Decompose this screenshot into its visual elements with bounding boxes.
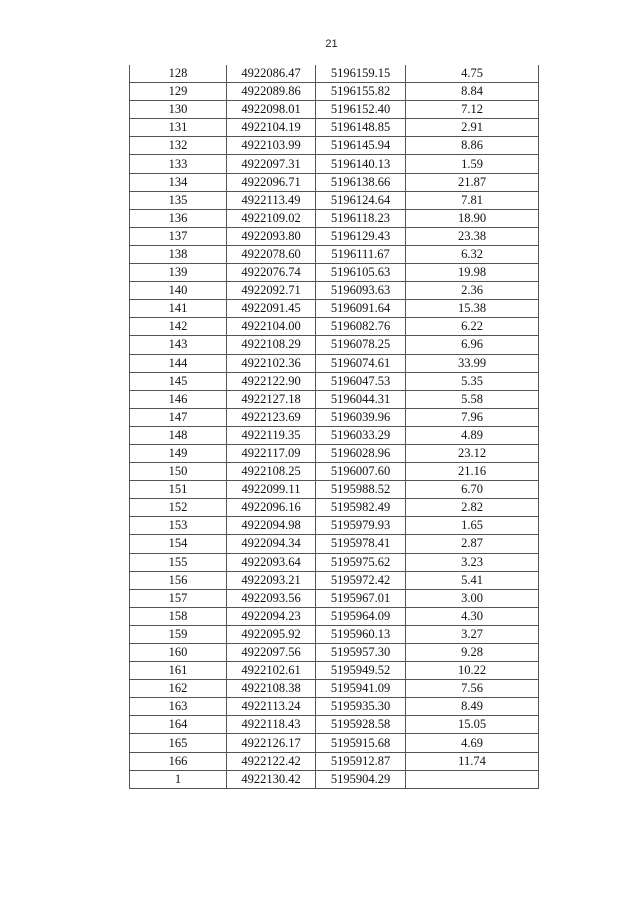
y-coordinate-cell: 5196007.60: [316, 463, 406, 481]
distance-cell: 23.38: [406, 227, 539, 245]
point-number-cell: 144: [130, 354, 227, 372]
table-row: [130, 137, 539, 155]
point-number-cell: 155: [130, 553, 227, 571]
table-row: [130, 227, 539, 245]
distance-cell: 33.99: [406, 354, 539, 372]
y-coordinate-cell: 5196118.23: [316, 209, 406, 227]
point-number-cell: 136: [130, 209, 227, 227]
point-number-cell: 158: [130, 607, 227, 625]
distance-cell: 21.16: [406, 463, 539, 481]
table-row: [130, 300, 539, 318]
distance-cell: 5.41: [406, 571, 539, 589]
x-coordinate-cell: 4922126.17: [227, 734, 316, 752]
point-number-cell: 157: [130, 589, 227, 607]
distance-cell: 8.49: [406, 698, 539, 716]
y-coordinate-cell: 5195912.87: [316, 752, 406, 770]
point-number-cell: 130: [130, 101, 227, 119]
table-row: [130, 571, 539, 589]
page-number: 21: [325, 38, 338, 50]
table-row: [130, 282, 539, 300]
table-row: [130, 535, 539, 553]
distance-cell: 18.90: [406, 209, 539, 227]
x-coordinate-cell: 4922118.43: [227, 716, 316, 734]
distance-cell: 8.86: [406, 137, 539, 155]
point-number-cell: 142: [130, 318, 227, 336]
x-coordinate-cell: 4922089.86: [227, 83, 316, 101]
y-coordinate-cell: 5195949.52: [316, 662, 406, 680]
point-number-cell: 1: [130, 770, 227, 788]
y-coordinate-cell: 5196039.96: [316, 408, 406, 426]
y-coordinate-cell: 5195915.68: [316, 734, 406, 752]
distance-cell: 7.12: [406, 101, 539, 119]
table-row: [130, 65, 539, 83]
y-coordinate-cell: 5196159.15: [316, 65, 406, 83]
table-row: [130, 209, 539, 227]
point-number-cell: 151: [130, 481, 227, 499]
y-coordinate-cell: 5196093.63: [316, 282, 406, 300]
distance-cell: 10.22: [406, 662, 539, 680]
y-coordinate-cell: 5196124.64: [316, 191, 406, 209]
x-coordinate-cell: 4922098.01: [227, 101, 316, 119]
x-coordinate-cell: 4922108.38: [227, 680, 316, 698]
table-row: [130, 734, 539, 752]
distance-cell: 3.23: [406, 553, 539, 571]
y-coordinate-cell: 5196140.13: [316, 155, 406, 173]
x-coordinate-cell: 4922086.47: [227, 65, 316, 83]
x-coordinate-cell: 4922094.34: [227, 535, 316, 553]
point-number-cell: 164: [130, 716, 227, 734]
table-row: [130, 463, 539, 481]
x-coordinate-cell: 4922104.19: [227, 119, 316, 137]
y-coordinate-cell: 5196091.64: [316, 300, 406, 318]
x-coordinate-cell: 4922093.80: [227, 227, 316, 245]
distance-cell: 15.38: [406, 300, 539, 318]
table-row: [130, 499, 539, 517]
table-row: [130, 770, 539, 788]
coordinates-table: [129, 65, 539, 789]
table-row: [130, 408, 539, 426]
x-coordinate-cell: 4922103.99: [227, 137, 316, 155]
distance-cell: 4.30: [406, 607, 539, 625]
y-coordinate-cell: 5196138.66: [316, 173, 406, 191]
y-coordinate-cell: 5195928.58: [316, 716, 406, 734]
x-coordinate-cell: 4922102.36: [227, 354, 316, 372]
table-row: [130, 553, 539, 571]
table-row: [130, 716, 539, 734]
distance-cell: 6.96: [406, 336, 539, 354]
table-row: [130, 191, 539, 209]
table-row: [130, 101, 539, 119]
distance-cell: 5.58: [406, 390, 539, 408]
table-row: [130, 481, 539, 499]
distance-cell: 8.84: [406, 83, 539, 101]
point-number-cell: 129: [130, 83, 227, 101]
y-coordinate-cell: 5195979.93: [316, 517, 406, 535]
distance-cell: 1.65: [406, 517, 539, 535]
x-coordinate-cell: 4922096.16: [227, 499, 316, 517]
point-number-cell: 133: [130, 155, 227, 173]
point-number-cell: 141: [130, 300, 227, 318]
distance-cell: 1.59: [406, 155, 539, 173]
distance-cell: 6.22: [406, 318, 539, 336]
distance-cell: 15.05: [406, 716, 539, 734]
x-coordinate-cell: 4922095.92: [227, 625, 316, 643]
distance-cell: 21.87: [406, 173, 539, 191]
point-number-cell: 140: [130, 282, 227, 300]
y-coordinate-cell: 5195904.29: [316, 770, 406, 788]
distance-cell: 4.89: [406, 426, 539, 444]
point-number-cell: 147: [130, 408, 227, 426]
point-number-cell: 165: [130, 734, 227, 752]
x-coordinate-cell: 4922078.60: [227, 245, 316, 263]
point-number-cell: 163: [130, 698, 227, 716]
table-row: [130, 354, 539, 372]
point-number-cell: 138: [130, 245, 227, 263]
point-number-cell: 132: [130, 137, 227, 155]
y-coordinate-cell: 5195941.09: [316, 680, 406, 698]
table-row: [130, 155, 539, 173]
y-coordinate-cell: 5196148.85: [316, 119, 406, 137]
point-number-cell: 131: [130, 119, 227, 137]
x-coordinate-cell: 4922122.90: [227, 372, 316, 390]
y-coordinate-cell: 5195967.01: [316, 589, 406, 607]
y-coordinate-cell: 5196145.94: [316, 137, 406, 155]
x-coordinate-cell: 4922102.61: [227, 662, 316, 680]
coordinates-table-body: [130, 65, 539, 788]
x-coordinate-cell: 4922113.24: [227, 698, 316, 716]
point-number-cell: 139: [130, 264, 227, 282]
x-coordinate-cell: 4922122.42: [227, 752, 316, 770]
x-coordinate-cell: 4922091.45: [227, 300, 316, 318]
point-number-cell: 143: [130, 336, 227, 354]
x-coordinate-cell: 4922109.02: [227, 209, 316, 227]
point-number-cell: 162: [130, 680, 227, 698]
x-coordinate-cell: 4922076.74: [227, 264, 316, 282]
x-coordinate-cell: 4922093.56: [227, 589, 316, 607]
y-coordinate-cell: 5196082.76: [316, 318, 406, 336]
point-number-cell: 150: [130, 463, 227, 481]
distance-cell: 3.00: [406, 589, 539, 607]
y-coordinate-cell: 5196033.29: [316, 426, 406, 444]
distance-cell: 6.70: [406, 481, 539, 499]
distance-cell: 19.98: [406, 264, 539, 282]
y-coordinate-cell: 5195964.09: [316, 607, 406, 625]
y-coordinate-cell: 5196155.82: [316, 83, 406, 101]
y-coordinate-cell: 5195988.52: [316, 481, 406, 499]
distance-cell: 5.35: [406, 372, 539, 390]
point-number-cell: 146: [130, 390, 227, 408]
x-coordinate-cell: 4922096.71: [227, 173, 316, 191]
table-row: [130, 607, 539, 625]
table-row: [130, 698, 539, 716]
point-number-cell: 154: [130, 535, 227, 553]
table-row: [130, 680, 539, 698]
distance-cell: 4.75: [406, 65, 539, 83]
distance-cell: 2.82: [406, 499, 539, 517]
point-number-cell: 148: [130, 426, 227, 444]
point-number-cell: 161: [130, 662, 227, 680]
distance-cell: 7.81: [406, 191, 539, 209]
point-number-cell: 159: [130, 625, 227, 643]
table-row: [130, 336, 539, 354]
x-coordinate-cell: 4922108.29: [227, 336, 316, 354]
y-coordinate-cell: 5196074.61: [316, 354, 406, 372]
table-row: [130, 444, 539, 462]
distance-cell: 6.32: [406, 245, 539, 263]
table-row: [130, 625, 539, 643]
x-coordinate-cell: 4922093.21: [227, 571, 316, 589]
table-row: [130, 390, 539, 408]
distance-cell: 3.27: [406, 625, 539, 643]
point-number-cell: 134: [130, 173, 227, 191]
distance-cell: 2.36: [406, 282, 539, 300]
y-coordinate-cell: 5195978.41: [316, 535, 406, 553]
table-row: [130, 426, 539, 444]
y-coordinate-cell: 5196105.63: [316, 264, 406, 282]
x-coordinate-cell: 4922094.98: [227, 517, 316, 535]
x-coordinate-cell: 4922119.35: [227, 426, 316, 444]
point-number-cell: 152: [130, 499, 227, 517]
x-coordinate-cell: 4922117.09: [227, 444, 316, 462]
y-coordinate-cell: 5196111.67: [316, 245, 406, 263]
y-coordinate-cell: 5196129.43: [316, 227, 406, 245]
point-number-cell: 166: [130, 752, 227, 770]
table-row: [130, 264, 539, 282]
distance-cell: 7.56: [406, 680, 539, 698]
point-number-cell: 156: [130, 571, 227, 589]
x-coordinate-cell: 4922104.00: [227, 318, 316, 336]
point-number-cell: 135: [130, 191, 227, 209]
table-row: [130, 119, 539, 137]
point-number-cell: 145: [130, 372, 227, 390]
x-coordinate-cell: 4922108.25: [227, 463, 316, 481]
x-coordinate-cell: 4922097.31: [227, 155, 316, 173]
table-row: [130, 372, 539, 390]
x-coordinate-cell: 4922093.64: [227, 553, 316, 571]
table-row: [130, 318, 539, 336]
y-coordinate-cell: 5196028.96: [316, 444, 406, 462]
table-row: [130, 644, 539, 662]
y-coordinate-cell: 5195957.30: [316, 644, 406, 662]
table-row: [130, 752, 539, 770]
x-coordinate-cell: 4922092.71: [227, 282, 316, 300]
table-row: [130, 589, 539, 607]
y-coordinate-cell: 5196044.31: [316, 390, 406, 408]
y-coordinate-cell: 5196078.25: [316, 336, 406, 354]
point-number-cell: 153: [130, 517, 227, 535]
y-coordinate-cell: 5195960.13: [316, 625, 406, 643]
x-coordinate-cell: 4922099.11: [227, 481, 316, 499]
x-coordinate-cell: 4922130.42: [227, 770, 316, 788]
table-row: [130, 173, 539, 191]
distance-cell: 2.91: [406, 119, 539, 137]
y-coordinate-cell: 5195982.49: [316, 499, 406, 517]
point-number-cell: 149: [130, 444, 227, 462]
y-coordinate-cell: 5195972.42: [316, 571, 406, 589]
y-coordinate-cell: 5196152.40: [316, 101, 406, 119]
table-row: [130, 662, 539, 680]
distance-cell: 2.87: [406, 535, 539, 553]
x-coordinate-cell: 4922127.18: [227, 390, 316, 408]
x-coordinate-cell: 4922123.69: [227, 408, 316, 426]
y-coordinate-cell: 5196047.53: [316, 372, 406, 390]
distance-cell: 9.28: [406, 644, 539, 662]
x-coordinate-cell: 4922094.23: [227, 607, 316, 625]
distance-cell: 23.12: [406, 444, 539, 462]
table-row: [130, 83, 539, 101]
distance-cell: 7.96: [406, 408, 539, 426]
table-row: [130, 245, 539, 263]
x-coordinate-cell: 4922097.56: [227, 644, 316, 662]
point-number-cell: 160: [130, 644, 227, 662]
y-coordinate-cell: 5195975.62: [316, 553, 406, 571]
point-number-cell: 128: [130, 65, 227, 83]
x-coordinate-cell: 4922113.49: [227, 191, 316, 209]
y-coordinate-cell: 5195935.30: [316, 698, 406, 716]
distance-cell: 11.74: [406, 752, 539, 770]
table-row: [130, 517, 539, 535]
distance-cell: [406, 770, 539, 788]
point-number-cell: 137: [130, 227, 227, 245]
distance-cell: 4.69: [406, 734, 539, 752]
